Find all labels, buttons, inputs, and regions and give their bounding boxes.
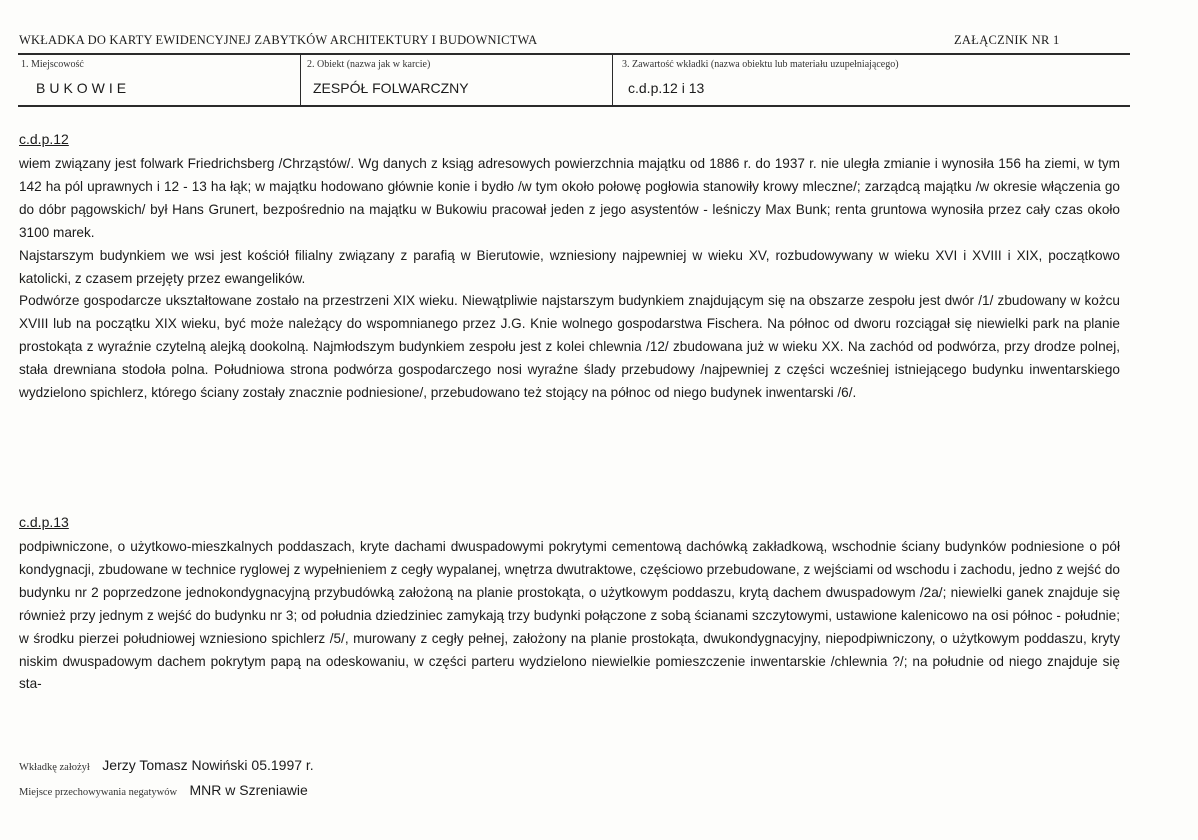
cell-divider-1 <box>300 55 301 105</box>
section-13-body <box>19 536 1120 696</box>
section-12-heading: c.d.p.12 <box>19 131 69 147</box>
section-12-body <box>19 153 1120 405</box>
object-value: ZESPÓŁ FOLWARCZNY <box>313 80 469 96</box>
section-12-paragraph: Najstarszym budynkiem we wsi jest kościół filialny związany z parafią w Bierutowie, wzniesiony najpewniej w wieku XV, rozbudowywany w wieku XVI i XVIII i XIX, początkowo katolicki, z czasem przejęty przez ewangelików. <box>19 247 1120 286</box>
content-label: 3. Zawartość wkładki (nazwa obiektu lub materiału uzupełniającego) <box>622 59 899 70</box>
object-label: 2. Obiekt (nazwa jak w karcie) <box>307 59 431 70</box>
storage-value: MNR w Szreniawie <box>189 782 308 798</box>
cell-divider-2 <box>612 55 613 105</box>
content-value: c.d.p.12 i 13 <box>628 80 705 96</box>
section-13-heading: c.d.p.13 <box>19 514 69 530</box>
created-by-line <box>19 757 314 775</box>
storage-label: Miejsce przechowywania negatywów <box>19 787 178 798</box>
created-by-label: Wkładkę założył <box>19 762 90 773</box>
created-by-value: Jerzy Tomasz Nowiński 05.1997 r. <box>102 757 314 773</box>
annex-number: ZAŁĄCZNIK NR 1 <box>954 33 1060 47</box>
header-rule-top <box>18 53 1130 55</box>
location-value: BUKOWIE <box>36 80 131 96</box>
header-rule-bottom <box>18 105 1130 107</box>
storage-line <box>19 782 308 800</box>
form-title: WKŁADKA DO KARTY EWIDENCYJNEJ ZABYTKÓW ARCHITEKTURY I BUDOWNICTWA <box>19 33 538 47</box>
location-label: 1. Miejscowość <box>21 59 84 70</box>
section-12-paragraph: wiem związany jest folwark Friedrichsberg /Chrząstów/. Wg danych z ksiąg adresowych powierzchnia majątku od 1886 r. do 1937 r. nie uległa zmianie i wynosiła 156 ha ziemi, w tym 142 ha pól uprawnych i 12 - 13 ha łąk; w majątku hodowano głównie konie i bydło /w tym około połowę pogłowia stanowiły krowy mleczne/; zarządcą majątku /w okresie włączenia go do dóbr pągowskich/ był Hans Grunert, bezpośrednio na majątku w Bukowiu pracował jeden z jego asystentów - leśniczy Max Bunk; renta gruntowa wynosiła przez cały czas około 3100 marek. <box>19 156 1120 240</box>
section-13-paragraph: podpiwniczone, o użytkowo-mieszkalnych poddaszach, kryte dachami dwuspadowymi pokrytymi cementową dachówką zakładkową, wschodnie ściany budynków podniesione o pół kondygnacji, zbudowane w technice ryglowej z wypełnieniem z cegły wypalanej, wnętrza dwutraktowe, częściowo przebudowane, z wejściami od wschodu i zachodu, jedno z wejść do budynku nr 2 poprzedzone jednokondygnacyjną przybudówką założoną na planie prostokąta, o użytkowym poddaszu, krytą dachem dwuspadowym /2a/; niewielki ganek znajduje się również przy jednym z wejść do budynku nr 3; od południa dziedziniec zamykają trzy budynki połączone z sobą ścianami szczytowymi, ustawione kalenicowo na osi północ - południe; w środku pierzei południowej wzniesiono spichlerz /5/, murowany z cegły pełnej, założony na planie prostokąta, dwukondygnacyjny, niepodpiwniczony, o użytkowym poddaszu, kryty niskim dwuspadowym dachem pokrytym papą na odeskowaniu, w części parteru wydzielono niewielkie pomieszczenie inwentarskie /chlewnia ?/; na południe od niego znajduje się sta- <box>19 539 1120 692</box>
section-12-paragraph: Podwórze gospodarcze ukształtowane zostało na przestrzeni XIX wieku. Niewątpliwie najstarszym budynkiem znajdującym się na obszarze zespołu jest dwór /1/ zbudowany w kożcu XVIII lub na początku XIX wieku, być może należący do wspomnianego przez J.G. Knie wolnego gospodarstwa Fischera. Na północ od dworu rozciągał się niewielki park na planie prostokąta z wyraźnie czytelną alejką dookolną. Najmłodszym budynkiem zespołu jest z kolei chlewnia /12/ zbudowana już w wieku XX. Na zachód od podwórza, przy drodze polnej, stała drewniana stodoła polna. Południowa strona podwórza gospodarczego nosi wyraźne ślady przebudowy /najpewniej z części wcześniej istniejącego budynku inwentarskiego wydzielono spichlerz, którego ściany zostały znacznie podniesione/, przebudowano też stojący na północ od niego budynek inwentarski /6/. <box>19 293 1120 401</box>
